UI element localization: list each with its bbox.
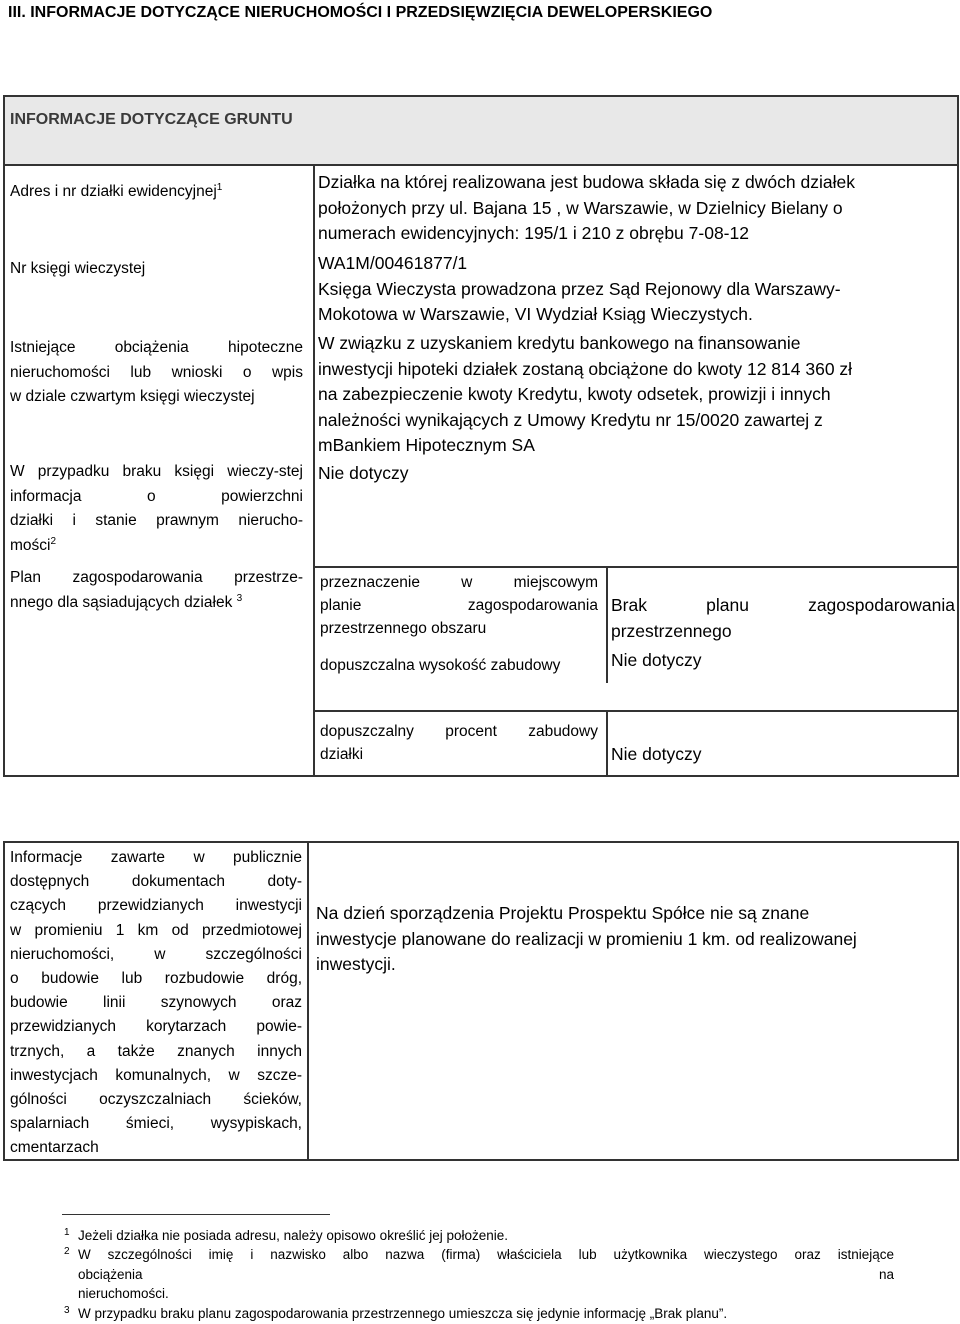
plan-label: Plan zagospodarowania przestrze- nnego dla sąsiadujących działek $^3$ [10,569,303,611]
plan-przeznaczenie-label: przeznaczenie w miejscowym planie zagospodarowania przestrzennego obszaru [320,574,598,637]
grunt-header-divider [4,164,958,166]
footnote-2-num: 2 [64,1246,70,1257]
inwestycje-value: Na dzień sporządzenia Projektu Prospektu Spółce nie są znane inwestycje planowane do realizacji w promieniu 1 km. od realizowanej inwestycji. [316,903,857,974]
section-title: III. INFORMACJE DOTYCZĄCE NIERUCHOMOŚCI I PRZEDSIĘWZIĘCIA DEWELOPERSKIEGO [8,4,713,21]
inwestycje-divider [307,842,309,1160]
inwestycje-label: Informacje zawarte w publicznie dostępnych dokumentach doty- czących przewidzianych inwestycji w promieniu 1 km od przedmiotowej nieruchomości, w szczególności o budowie lub rozbudowie dróg, budowie linii szynowych oraz przewidzianych korytarzach powie- trznych, a także znanych innych inwestycjach komunalnych, w szcze- gólności oczyszczalniach ścieków, spalarniach śmieci, wysypiskach, cmentarzach [10,849,302,1157]
grunt-header-band [5,97,957,164]
ksiega-label: Nr księgi wieczystej [10,260,146,277]
brak-ksiegi-value: Nie dotyczy [318,463,409,483]
plan-przeznaczenie-value: Brak planu zagospodarowania przestrzennego [611,595,955,641]
plan-procent-value: Nie dotyczy [611,744,702,764]
footnote-1-num: 1 [64,1227,70,1238]
column-divider [313,165,315,777]
plan-wysokosc-value: Nie dotyczy [611,650,702,670]
footnote-2: W szczególności imię i nazwisko albo nazwa (firma) właściciela lub użytkownika wieczystego oraz istniejące obciążenia na nieruchomości. [78,1247,894,1301]
ksiega-value: WA1M/00461877/1 Księga Wieczysta prowadzona przez Sąd Rejonowy dla Warszawy- Mokotowa w Warszawie, VI Wydział Ksiąg Wieczystych. [318,253,841,324]
footnote-1: Jeżeli działka nie posiada adresu, należy opisowo określić jej położenie. [78,1228,508,1243]
plan-top-line [313,566,958,568]
adres-value: Działka na której realizowana jest budowa składa się z dwóch działek położonych przy ul. Bajana 15 , w Warszawie, w Dzielnicy Bielany o numerach ewidencyjnych: 195/1 i 210 z obrębu 7-08-12 [318,172,855,243]
footnote-3-num: 3 [64,1305,70,1316]
obciazenia-label: Istniejące obciążenia hipoteczne nieruchomości lub wnioski o wpis w dziale czwartym księgi wieczystej [10,339,303,405]
plan-wysokosc-label: dopuszczalna wysokość zabudowy [320,657,561,674]
grunt-header: INFORMACJE DOTYCZĄCE GRUNTU [10,111,293,128]
adres-label: Adres i nr działki ewidencyjnej$^1$ [10,181,223,200]
footnote-separator [62,1214,330,1215]
plan-col-line-1 [606,566,608,683]
plan-col-line-2 [606,710,608,777]
plan-mid-line [313,710,958,712]
obciazenia-value: W związku z uzyskaniem kredytu bankowego na finansowanie inwestycji hipoteki działek zostaną obciążone do kwoty 12 814 360 zł na zabezpieczenie kwoty Kredytu, kwoty odsetek, prowizji i innych należności wynikających z Umowy Kredytu nr 15/0020 zawartej z mBankiem Hipotecznym SA [318,333,853,455]
plan-procent-label: dopuszczalny procent zabudowy działki [320,723,598,763]
footnote-3: W przypadku braku planu zagospodarowania przestrzennego umieszcza się jedynie informację „Brak planu”. [78,1306,728,1321]
brak-ksiegi-label: W przypadku braku księgi wieczy-stej informacja o powierzchni działki i stanie prawnym nierucho- mości$^2$ [10,463,303,554]
